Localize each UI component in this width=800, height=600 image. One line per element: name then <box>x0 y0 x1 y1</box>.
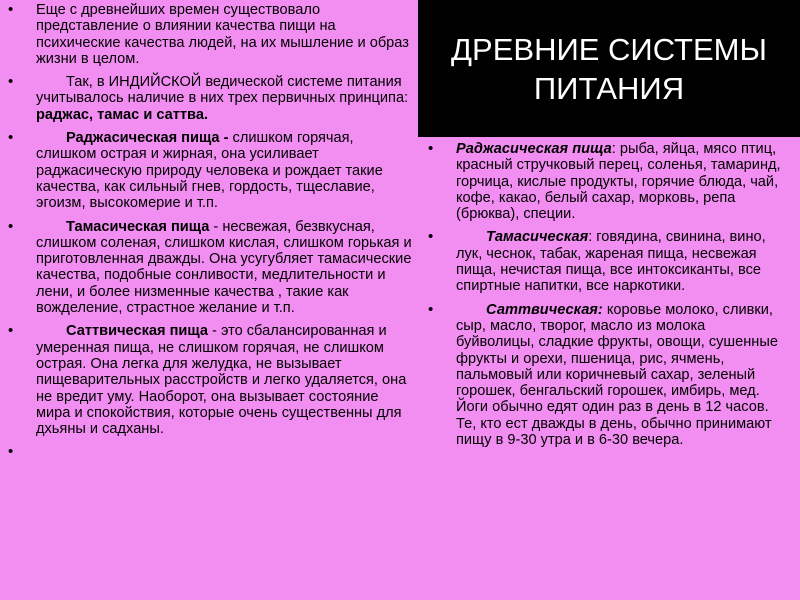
right-column <box>428 141 782 455</box>
bullet-dot: • <box>8 73 14 91</box>
sattvic-food-heading: Саттвическая: <box>486 301 603 318</box>
tamasic-food-list: : говядина, свинина, вино, лук, чеснок, табак, жареная пища, несвежая пища, нечистая пища, все интоксиканты, все спиртные напитки, все наркотики. <box>456 229 766 295</box>
sattvic-description: - это сбалансированная и умеренная пища, не слишком горячая, не слишком острая. Она легка для желудка, не вызывает пищеварительных расстройств и легко удаляется, она не вредит уму. Наоборот, она вызывает состояние мира и спокойствия, которые очень существенны для дхьяны и садханы. <box>36 323 407 438</box>
bullet-dot: • <box>428 140 434 157</box>
rajasic-heading: Раджасическая пища - <box>66 130 229 147</box>
bullet-item <box>428 229 782 294</box>
bullet-dot: • <box>8 129 14 147</box>
bullet-item <box>428 302 782 449</box>
bullet-item <box>8 2 412 67</box>
bullet-dot: • <box>8 1 14 18</box>
tamasic-food-heading: Тамасическая <box>486 229 589 246</box>
bullet-item-empty <box>8 444 412 460</box>
bullet-dot: • <box>428 228 434 246</box>
bullet-dot: • <box>428 300 434 318</box>
rajasic-food-heading: Раджасическая пища <box>456 141 612 157</box>
bullet-dot: • <box>8 217 14 235</box>
principles-names: раджас, тамас и саттва. <box>36 106 208 123</box>
tamasic-heading: Тамасическая пища <box>66 218 210 235</box>
bullet-item <box>428 141 782 222</box>
slide-title: ДРЕВНИЕ СИСТЕМЫ ПИТАНИЯ <box>451 31 767 106</box>
sattvic-heading: Саттвическая пища <box>66 323 208 340</box>
tamasic-description: - несвежая, безвкусная, слишком соленая, слишком кислая, слишком горькая и приготовленная дважды. Она усугубляет тамасические качества, подобные сонливости, медлительности и лени, и более низменные качества , такие как вожделение, страстное желание и т.п. <box>36 218 412 317</box>
bullet-item <box>8 74 412 123</box>
title-box <box>418 0 800 137</box>
rajasic-food-list: : рыба, яйца, мясо птиц, красный стручковый перец, соленья, тамаринд, горчица, кислые продукты, горячие блюда, чай, кофе, какао, белый сахар, морковь, репа (брюква), специи. <box>456 141 781 223</box>
rajasic-description: слишком горячая, слишком острая и жирная, она усиливает раджасическую природу человека и рождает такие качества, как сильный гнев, гордость, тщеславие, эгоизм, высокомерие и т.п. <box>36 130 383 212</box>
bullet-item <box>8 130 412 211</box>
bullet-dot: • <box>8 322 14 340</box>
bullet-dot: • <box>8 443 14 461</box>
bullet-item <box>8 219 412 317</box>
sattvic-food-list: коровье молоко, сливки, сыр, масло, творог, масло из молока буйволицы, сладкие фрукты, овощи, сушенные фрукты и орехи, пшеница, рис, ячмень, пальмовый или коричневый сахар, зеленый горошек, бенгальский горошек, имбирь, мед. Йоги обычно едят один раз в день в 12 часов. Те, кто ест дважды в день, обычно принимают пищу в 9-30 утра и в 6-30 вечера. <box>456 301 778 449</box>
paragraph-principles: Так, в ИНДИЙСКОЙ ведической системе питания учитывалось наличие в них трех первичных принципа: <box>36 74 409 107</box>
left-column <box>8 2 412 468</box>
paragraph-intro: Еще с древнейших времен существовало представление о влиянии качества пищи на психические качества людей, на их мышление и образ жизни в целом. <box>36 2 409 67</box>
bullet-item <box>8 323 412 437</box>
